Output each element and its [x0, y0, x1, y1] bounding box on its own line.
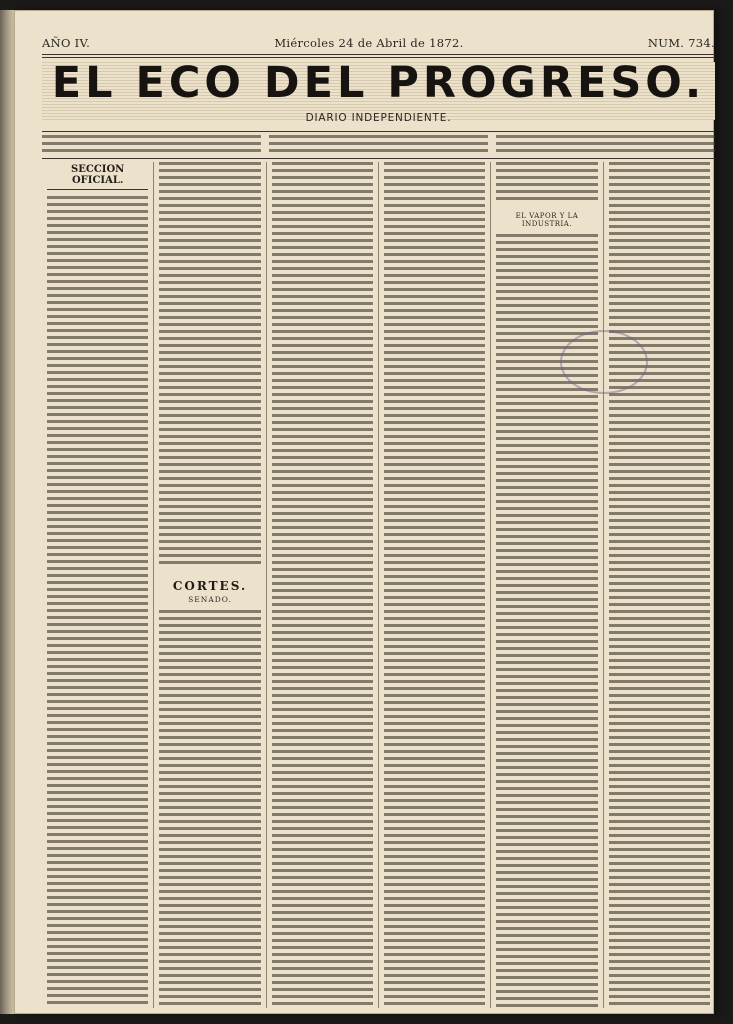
- top-rule: [42, 54, 715, 55]
- column-text: [609, 162, 710, 1008]
- cortes-heading: CORTES.: [172, 579, 248, 593]
- steam-industry-heading: EL VAPOR Y LA INDUSTRIA.: [515, 212, 579, 228]
- column-4: [378, 162, 490, 1008]
- administration-block: [269, 135, 488, 155]
- masthead-subtitle: DIARIO INDEPENDIENTE.: [305, 112, 452, 124]
- official-section-heading: SECCION OFICIAL.: [47, 164, 148, 190]
- column-3: [266, 162, 378, 1008]
- masthead-rule: [42, 131, 715, 132]
- article-columns: [42, 162, 715, 1008]
- column-text: [159, 610, 260, 1008]
- column-text: [496, 162, 597, 202]
- advertising-block: [496, 135, 715, 155]
- columns-rule: [42, 158, 715, 159]
- subscription-info-bar: [42, 135, 715, 155]
- column-text: [47, 196, 148, 1008]
- header-line: [42, 36, 715, 50]
- column-2: [153, 162, 265, 1008]
- senado-heading: SENADO.: [188, 595, 232, 604]
- library-stamp: [560, 330, 648, 394]
- issue-date: Miércoles 24 de Abril de 1872.: [274, 36, 464, 50]
- issue-number: NUM. 734.: [647, 36, 715, 50]
- subscription-prices-block: [42, 135, 261, 155]
- column-5: [490, 162, 602, 1008]
- column-6: [603, 162, 715, 1008]
- masthead-title: EL ECO DEL PROGRESO.: [51, 58, 706, 108]
- column-text: [159, 162, 260, 567]
- column-1: [42, 162, 153, 1008]
- column-text: [272, 162, 373, 1008]
- issue-year: AÑO IV.: [42, 36, 91, 50]
- column-text: [384, 162, 485, 1008]
